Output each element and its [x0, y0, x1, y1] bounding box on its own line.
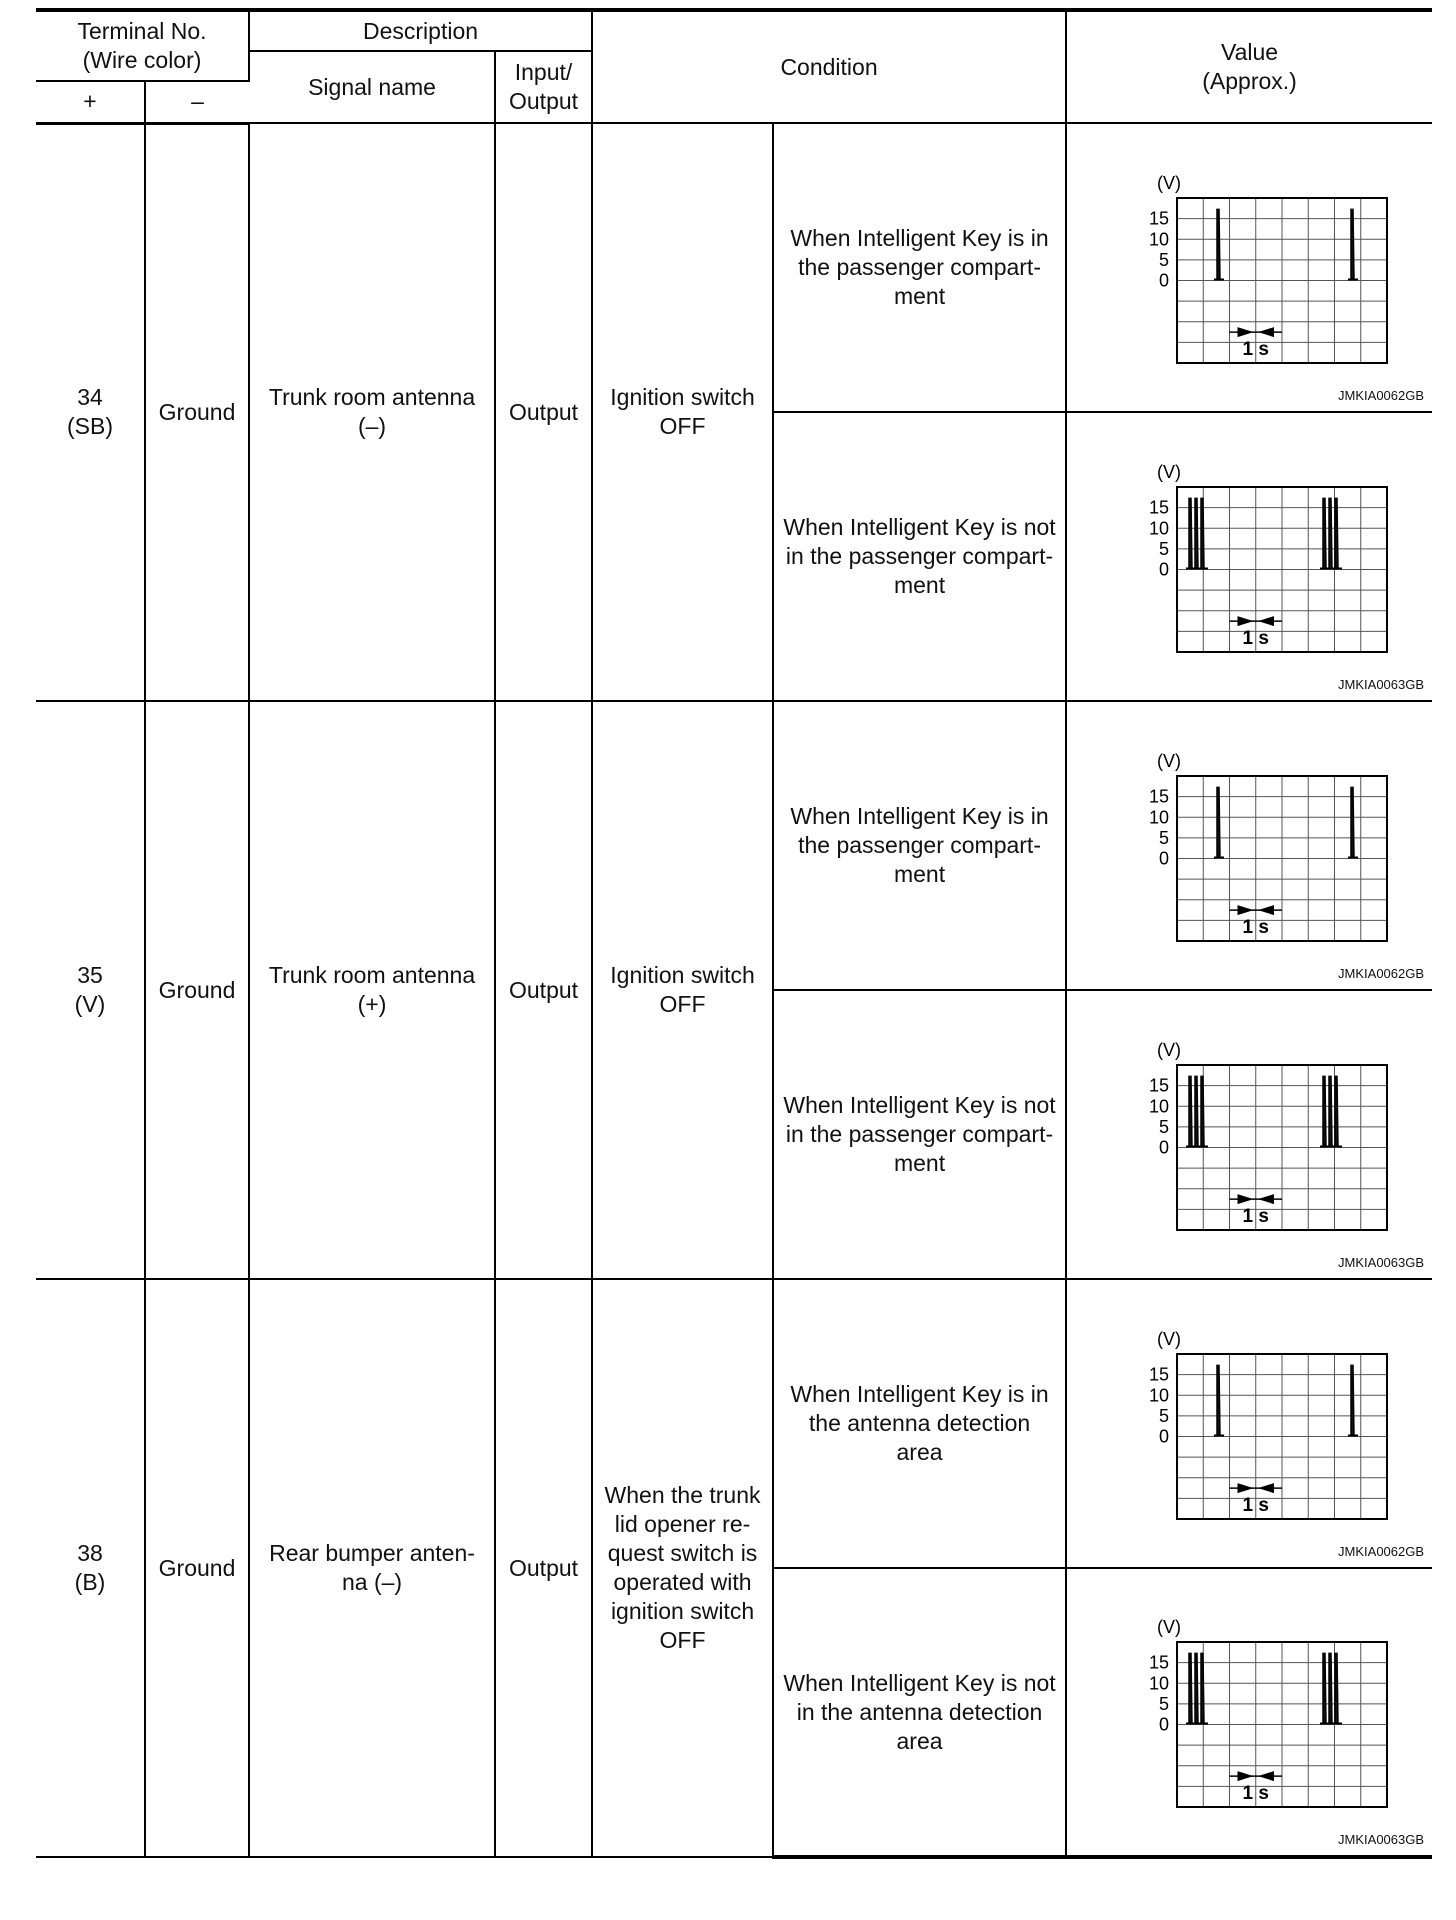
- input-output-header: Input/ Output: [495, 51, 592, 123]
- oscilloscope-waveform: [1100, 1612, 1400, 1812]
- figure-code: JMKIA0062GB: [1338, 966, 1425, 981]
- scope-pulse: [1335, 1653, 1338, 1724]
- scope-pulse: [1351, 209, 1354, 280]
- scope-tick-label: 5: [1158, 1405, 1169, 1426]
- scope-pulse: [1195, 1076, 1198, 1147]
- condition-detail-cell: When Intelligent Key is not in the antenna detection area: [773, 1568, 1066, 1857]
- scope-pulse: [1329, 498, 1332, 569]
- scope-time-arrow: [1237, 905, 1253, 915]
- scope-time-label: 1 s: [1242, 1494, 1269, 1516]
- oscilloscope-waveform: [1100, 168, 1400, 368]
- scope-time-label: 1 s: [1242, 916, 1269, 938]
- scope-tick-label: 0: [1158, 1426, 1169, 1446]
- terminal-minus-cell: Ground: [145, 701, 249, 1279]
- scope-unit-label: (V): [1156, 461, 1181, 482]
- terminal-plus-cell: 35 (V): [36, 701, 145, 1279]
- scope-tick-label: 15: [1148, 208, 1169, 229]
- scope-time-arrow: [1258, 1194, 1274, 1204]
- scope-time-arrow: [1258, 1483, 1274, 1493]
- scope-pulse: [1189, 1076, 1192, 1147]
- terminal-minus-cell: Ground: [145, 1279, 249, 1857]
- scope-pulse: [1323, 1653, 1326, 1724]
- scope-tick-label: 10: [1148, 228, 1169, 249]
- scope-pulse: [1335, 498, 1338, 569]
- minus-header: –: [145, 81, 249, 123]
- scope-tick-label: 15: [1148, 786, 1169, 807]
- scope-pulse: [1201, 1653, 1204, 1724]
- scope-time-arrow: [1237, 327, 1253, 337]
- condition-detail-cell: When Intelligent Key is in the passenger compart- ment: [773, 123, 1066, 412]
- condition-detail-cell: When Intelligent Key is not in the passenger compart- ment: [773, 412, 1066, 701]
- scope-tick-label: 0: [1158, 559, 1169, 579]
- scope-time-arrow: [1258, 905, 1274, 915]
- value-cell: [1066, 1279, 1432, 1568]
- terminal-plus-cell: 34 (SB): [36, 123, 145, 701]
- scope-pulse: [1329, 1653, 1332, 1724]
- scope-time-arrow: [1237, 1483, 1253, 1493]
- scope-pulse: [1329, 1076, 1332, 1147]
- scope-pulse: [1201, 1076, 1204, 1147]
- signal-name-cell: Trunk room antenna (–): [249, 123, 495, 701]
- condition-detail-cell: When Intelligent Key is not in the passenger compart- ment: [773, 990, 1066, 1279]
- oscilloscope-waveform: [1100, 457, 1400, 657]
- oscilloscope-waveform: [1100, 1324, 1400, 1524]
- scope-pulse: [1195, 498, 1198, 569]
- scope-tick-label: 0: [1158, 270, 1169, 290]
- plus-header: +: [36, 81, 145, 123]
- scope-tick-label: 15: [1148, 1075, 1169, 1096]
- table-row: [36, 1279, 1432, 1568]
- value-cell: [1066, 701, 1432, 990]
- input-output-cell: Output: [495, 701, 592, 1279]
- scope-pulse: [1351, 787, 1354, 858]
- condition-main-cell: When the trunk lid opener re- quest switch is operated with ignition switch OFF: [592, 1279, 773, 1857]
- scope-tick-label: 5: [1158, 538, 1169, 559]
- scope-unit-label: (V): [1156, 1617, 1181, 1637]
- scope-tick-label: 5: [1158, 249, 1169, 270]
- scope-unit-label: (V): [1156, 1039, 1181, 1060]
- terminal-plus-cell: 38 (B): [36, 1279, 145, 1857]
- scope-tick-label: 10: [1148, 1384, 1169, 1405]
- signal-name-cell: Trunk room antenna (+): [249, 701, 495, 1279]
- scope-unit-label: (V): [1156, 172, 1181, 193]
- figure-code: JMKIA0063GB: [1338, 677, 1425, 692]
- scope-tick-label: 10: [1148, 1095, 1169, 1116]
- scope-tick-label: 5: [1158, 1693, 1169, 1714]
- value-cell: [1066, 1568, 1432, 1857]
- condition-detail-cell: When Intelligent Key is in the antenna detection area: [773, 1279, 1066, 1568]
- figure-code: JMKIA0063GB: [1338, 1255, 1425, 1270]
- terminal-no-header: Terminal No. (Wire color): [36, 10, 249, 81]
- scope-tick-label: 10: [1148, 517, 1169, 538]
- scope-time-arrow: [1258, 327, 1274, 337]
- scope-unit-label: (V): [1156, 750, 1181, 771]
- condition-detail-cell: When Intelligent Key is in the passenger compart- ment: [773, 701, 1066, 990]
- scope-tick-label: 5: [1158, 1116, 1169, 1137]
- scope-pulse: [1189, 498, 1192, 569]
- figure-code: JMKIA0063GB: [1338, 1832, 1425, 1847]
- scope-tick-label: 15: [1148, 497, 1169, 518]
- scope-pulse: [1323, 1076, 1326, 1147]
- scope-pulse: [1323, 498, 1326, 569]
- scope-time-arrow: [1237, 1194, 1253, 1204]
- scope-pulse: [1217, 1365, 1220, 1436]
- scope-time-label: 1 s: [1242, 627, 1269, 649]
- condition-main-cell: Ignition switch OFF: [592, 701, 773, 1279]
- value-cell: [1066, 990, 1432, 1279]
- scope-pulse: [1217, 209, 1220, 280]
- scope-unit-label: (V): [1156, 1328, 1181, 1349]
- scope-pulse: [1351, 1365, 1354, 1436]
- scope-tick-label: 0: [1158, 848, 1169, 868]
- table-row: [36, 701, 1432, 990]
- oscilloscope-waveform: [1100, 746, 1400, 946]
- oscilloscope-waveform: [1100, 1035, 1400, 1235]
- table-row: [36, 123, 1432, 412]
- condition-header: Condition: [592, 10, 1066, 123]
- terminal-spec-table: [36, 8, 1432, 1859]
- input-output-cell: Output: [495, 1279, 592, 1857]
- scope-time-label: 1 s: [1242, 1783, 1269, 1805]
- scope-time-arrow: [1237, 616, 1253, 626]
- value-header: Value (Approx.): [1066, 10, 1432, 123]
- scope-tick-label: 0: [1158, 1137, 1169, 1157]
- scope-tick-label: 0: [1158, 1714, 1169, 1735]
- scope-pulse: [1335, 1076, 1338, 1147]
- scope-time-arrow: [1237, 1771, 1253, 1781]
- condition-main-cell: Ignition switch OFF: [592, 123, 773, 701]
- description-header: Description: [249, 10, 592, 51]
- scope-pulse: [1217, 787, 1220, 858]
- scope-pulse: [1189, 1653, 1192, 1724]
- scope-tick-label: 15: [1148, 1652, 1169, 1673]
- terminal-minus-cell: Ground: [145, 123, 249, 701]
- scope-time-arrow: [1258, 1771, 1274, 1781]
- value-cell: [1066, 412, 1432, 701]
- scope-tick-label: 10: [1148, 1673, 1169, 1694]
- value-cell: [1066, 123, 1432, 412]
- figure-code: JMKIA0062GB: [1338, 388, 1425, 403]
- scope-pulse: [1201, 498, 1204, 569]
- scope-tick-label: 15: [1148, 1364, 1169, 1385]
- scope-time-label: 1 s: [1242, 1205, 1269, 1227]
- signal-name-cell: Rear bumper anten- na (–): [249, 1279, 495, 1857]
- input-output-cell: Output: [495, 123, 592, 701]
- scope-tick-label: 5: [1158, 827, 1169, 848]
- scope-pulse: [1195, 1653, 1198, 1724]
- signal-name-header: Signal name: [249, 51, 495, 123]
- spec-table-body: [36, 123, 1432, 1857]
- figure-code: JMKIA0062GB: [1338, 1544, 1425, 1559]
- scope-tick-label: 10: [1148, 806, 1169, 827]
- scope-time-label: 1 s: [1242, 338, 1269, 360]
- scope-time-arrow: [1258, 616, 1274, 626]
